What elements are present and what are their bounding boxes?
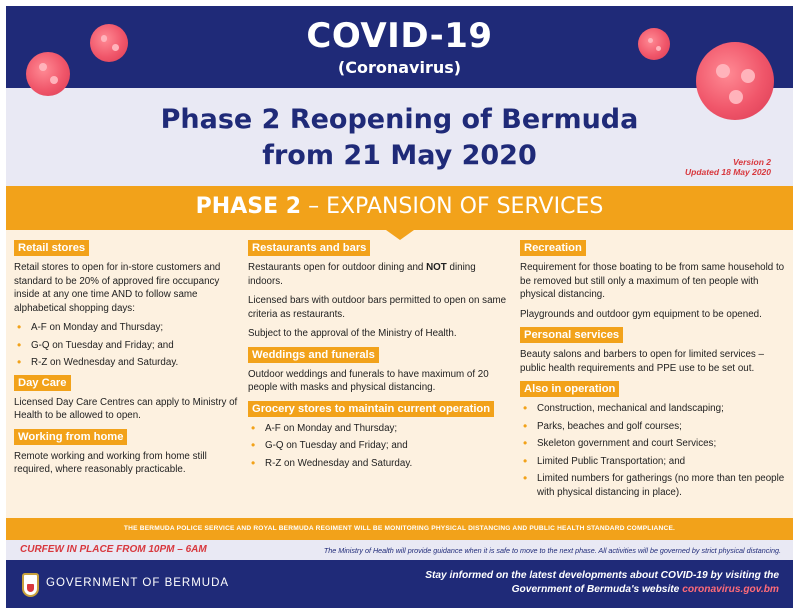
bullet-list: [248, 422, 510, 471]
list-item: • A-F on Monday and Thursday;: [248, 422, 510, 436]
section-text: Retail stores to open for in-store customers and standard to be 20% of approved fire occupancy inside at any one time AND to follow same alphabetical shopping days:: [14, 262, 221, 314]
list-item: • Construction, mechanical and landscaping;: [520, 402, 785, 416]
bermuda-crest-icon: [22, 573, 39, 597]
government-name: GOVERNMENT OF BERMUDA: [46, 577, 230, 589]
text-run: dining indoors.: [248, 262, 476, 287]
heading-line-2: from 21 May 2020: [262, 140, 537, 171]
section-text: Licensed bars with outdoor bars permitted to open on same criteria as restaurants.: [248, 295, 507, 320]
monitoring-banner: THE BERMUDA POLICE SERVICE AND ROYAL BERMUDA REGIMENT WILL BE MONITORING PHYSICAL DISTANCING AND PUBLIC HEALTH STANDARD COMPLIANCE.: [6, 518, 793, 540]
section-grocery: [248, 401, 510, 471]
bullet-list: [520, 402, 785, 499]
section-weddings: [248, 347, 510, 395]
section-recreation: [520, 240, 785, 321]
phase-title: [6, 194, 793, 219]
phase-number: PHASE 2: [195, 194, 302, 219]
updated-label: Updated 18 May 2020: [685, 167, 771, 177]
government-bar: [6, 560, 793, 608]
list-item: • Skeleton government and court Services;: [520, 437, 785, 451]
banner-notch: [386, 230, 414, 240]
bullet-list: [14, 321, 239, 370]
curfew-notice: CURFEW IN PLACE FROM 10PM – 6AM: [20, 544, 207, 555]
section-text: [248, 261, 510, 288]
section-title: Working from home: [14, 429, 127, 445]
section-restaurants: [248, 240, 510, 341]
section-text: Licensed Day Care Centres can apply to Ministry of Health to be allowed to open.: [14, 396, 238, 421]
section-text: Beauty salons and barbers to open for limited services – public health requirements and PPE use to be set out.: [520, 349, 764, 374]
heading-line-1: Phase 2 Reopening of Bermuda: [160, 104, 639, 135]
section-also-in-operation: [520, 381, 785, 499]
section-title: Weddings and funerals: [248, 347, 379, 363]
stay-informed-line-1: Stay informed on the latest developments about COVID-19 by visiting the: [425, 570, 779, 581]
section-title: Recreation: [520, 240, 586, 256]
list-item: • R-Z on Wednesday and Saturday.: [14, 356, 239, 370]
page-subtitle: (Coronavirus): [337, 58, 462, 77]
list-item: • Limited numbers for gatherings (no more than ten people with physical distancing in place).: [520, 472, 785, 499]
list-item: • Parks, beaches and golf courses;: [520, 420, 785, 434]
main-heading: [6, 102, 793, 174]
column-middle: [248, 240, 510, 475]
section-title: Also in operation: [520, 381, 619, 397]
section-text: Remote working and working from home still required, where reasonably practicable.: [14, 450, 207, 475]
section-title: Grocery stores to maintain current operation: [248, 401, 494, 417]
version-note: [685, 157, 771, 177]
section-working-from-home: [14, 429, 239, 477]
column-right: [520, 240, 785, 504]
text-run: Government of Bermuda's website: [511, 584, 683, 595]
phase-description: – EXPANSION OF SERVICES: [301, 194, 604, 219]
poster: [6, 6, 793, 608]
section-text: Outdoor weddings and funerals to have maximum of 20 people with masks and physical distancing.: [248, 368, 489, 393]
page-title: COVID-19: [306, 16, 493, 56]
section-text: Requirement for those boating to be from same household to be removed but still only a maximum of ten people with physical distancing.: [520, 262, 785, 300]
list-item: • G-Q on Tuesday and Friday; and: [248, 439, 510, 453]
version-label: Version 2: [733, 157, 771, 167]
list-item: • Limited Public Transportation; and: [520, 455, 785, 469]
section-title: Retail stores: [14, 240, 89, 256]
list-item: • A-F on Monday and Thursday;: [14, 321, 239, 335]
section-daycare: [14, 375, 239, 423]
phase-banner: [6, 186, 793, 230]
section-title: Personal services: [520, 327, 623, 343]
ministry-note: The Ministry of Health will provide guidance when it is safe to move to the next phase. All activities will be governed by strict physical distancing.: [323, 546, 781, 555]
column-left: [14, 240, 239, 483]
stay-informed-line-2: [425, 583, 779, 597]
website-link[interactable]: coronavirus.gov.bm: [682, 584, 779, 595]
section-personal-services: [520, 327, 785, 375]
emphasis-text: NOT: [426, 262, 447, 273]
section-title: Day Care: [14, 375, 71, 391]
list-item: • R-Z on Wednesday and Saturday.: [248, 457, 510, 471]
section-text: Subject to the approval of the Ministry of Health.: [248, 328, 457, 339]
stay-informed: [425, 569, 779, 597]
text-run: Restaurants open for outdoor dining and: [248, 262, 427, 273]
section-text: Playgrounds and outdoor gym equipment to be opened.: [520, 308, 762, 320]
list-item: • G-Q on Tuesday and Friday; and: [14, 339, 239, 353]
section-retail: [14, 240, 239, 370]
section-title: Restaurants and bars: [248, 240, 370, 256]
curfew-bar: [6, 540, 793, 560]
